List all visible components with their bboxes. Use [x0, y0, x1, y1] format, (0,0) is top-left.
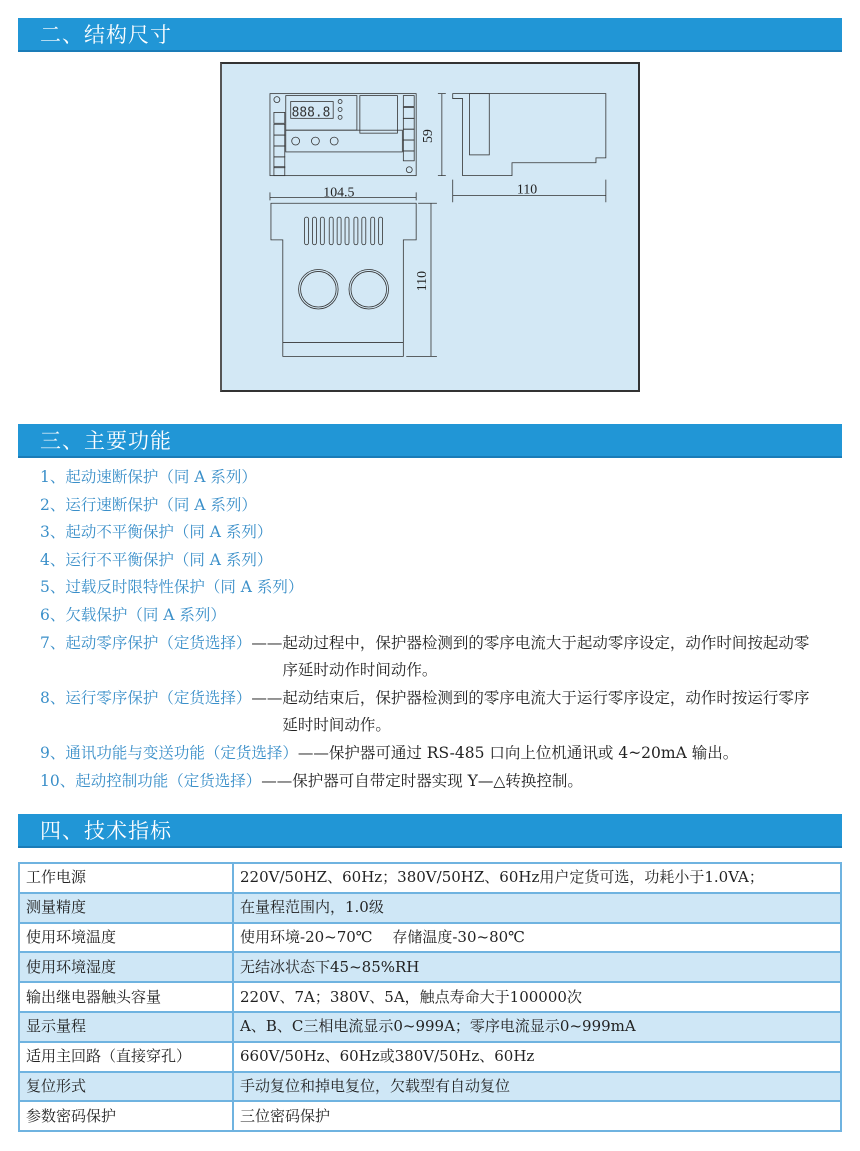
spec-key: 使用环境温度 — [19, 923, 233, 953]
feature-description: 保护器可自带定时器实现 Y—△转换控制。 — [292, 771, 583, 790]
dim-side-depth: 110 — [516, 181, 538, 197]
spec-value: 220V、7A；380V、5A，触点寿命大于100000次 — [233, 982, 841, 1012]
dim-bottom-height: 110 — [414, 270, 430, 292]
spec-key: 复位形式 — [19, 1072, 233, 1102]
spec-value: 三位密码保护 — [233, 1101, 841, 1131]
feature-separator: —— — [251, 688, 283, 707]
spec-row — [19, 952, 841, 982]
spec-key: 输出继电器触头容量 — [19, 982, 233, 1012]
spec-value: 在量程范围内，1.0级 — [233, 893, 841, 923]
feature-label: 1、起动速断保护（同 A 系列） — [40, 468, 257, 486]
section-header-specs: 四、技术指标 — [18, 814, 842, 848]
dim-side-height: 59 — [419, 129, 435, 144]
feature-item — [40, 519, 850, 547]
section-header-structure: 二、结构尺寸 — [18, 18, 842, 52]
feature-item — [40, 685, 850, 740]
feature-item — [40, 574, 850, 602]
feature-description: 起动过程中，保护器检测到的零序电流大于起动零序设定，动作时间按起动零序延时动作时间动作。 — [282, 633, 810, 680]
feature-label: 8、运行零序保护（定货选择） — [40, 688, 252, 707]
spec-row — [19, 863, 841, 893]
spec-key: 使用环境湿度 — [19, 952, 233, 982]
feature-label: 10、起动控制功能（定货选择） — [40, 771, 262, 790]
spec-value: 220V/50HZ、60Hz；380V/50HZ、60Hz用户定货可选，功耗小于1.0VA； — [233, 863, 841, 893]
spec-row — [19, 923, 841, 953]
feature-list — [40, 464, 850, 795]
front-view — [270, 94, 416, 176]
feature-label: 2、运行速断保护（同 A 系列） — [40, 495, 257, 514]
spec-row — [19, 1101, 841, 1131]
spec-row — [19, 1072, 841, 1102]
spec-key: 工作电源 — [19, 863, 233, 893]
spec-key: 参数密码保护 — [19, 1101, 233, 1131]
feature-separator: —— — [261, 771, 293, 790]
feature-item — [40, 740, 850, 768]
dimension-diagram — [220, 62, 640, 392]
spec-value: A、B、C三相电流显示0~999A；零序电流显示0~999mA — [233, 1012, 841, 1042]
feature-label: 3、起动不平衡保护（同 A 系列） — [40, 523, 273, 542]
feature-label: 6、欠载保护（同 A 系列） — [40, 605, 226, 624]
feature-item — [40, 630, 850, 685]
spec-key: 适用主回路（直接穿孔） — [19, 1042, 233, 1072]
feature-item — [40, 768, 850, 796]
feature-label: 7、起动零序保护（定货选择） — [40, 633, 252, 652]
spec-row — [19, 893, 841, 923]
spec-value: 使用环境-20~70℃ 存储温度-30~80℃ — [233, 923, 841, 953]
spec-row — [19, 1012, 841, 1042]
feature-label: 4、运行不平衡保护（同 A 系列） — [40, 550, 273, 569]
digital-display: 888.8 — [291, 105, 331, 121]
feature-item — [40, 547, 850, 575]
spec-row — [19, 982, 841, 1012]
feature-item — [40, 602, 850, 630]
feature-separator: —— — [297, 743, 329, 762]
spec-table — [18, 862, 842, 1132]
spec-key: 显示量程 — [19, 1012, 233, 1042]
feature-label: 5、过载反时限特性保护（同 A 系列） — [40, 578, 304, 597]
dim-width: 104.5 — [323, 184, 355, 200]
spec-key: 测量精度 — [19, 893, 233, 923]
feature-item — [40, 464, 850, 492]
spec-value: 手动复位和掉电复位，欠载型有自动复位 — [233, 1072, 841, 1102]
spec-value: 无结冰状态下45~85%RH — [233, 952, 841, 982]
spec-value: 660V/50Hz、60Hz或380V/50Hz、60Hz — [233, 1042, 841, 1072]
feature-separator: —— — [251, 633, 283, 652]
feature-description: 保护器可通过 RS-485 口向上位机通讯或 4~20mA 输出。 — [328, 743, 739, 762]
feature-label: 9、通讯功能与变送功能（定货选择） — [40, 743, 298, 762]
spec-row — [19, 1042, 841, 1072]
feature-description: 起动结束后，保护器检测到的零序电流大于运行零序设定，动作时按运行零序延时时间动作。 — [282, 688, 810, 735]
feature-item — [40, 492, 850, 520]
bottom-view — [270, 192, 437, 356]
section-header-functions: 三、主要功能 — [18, 424, 842, 458]
